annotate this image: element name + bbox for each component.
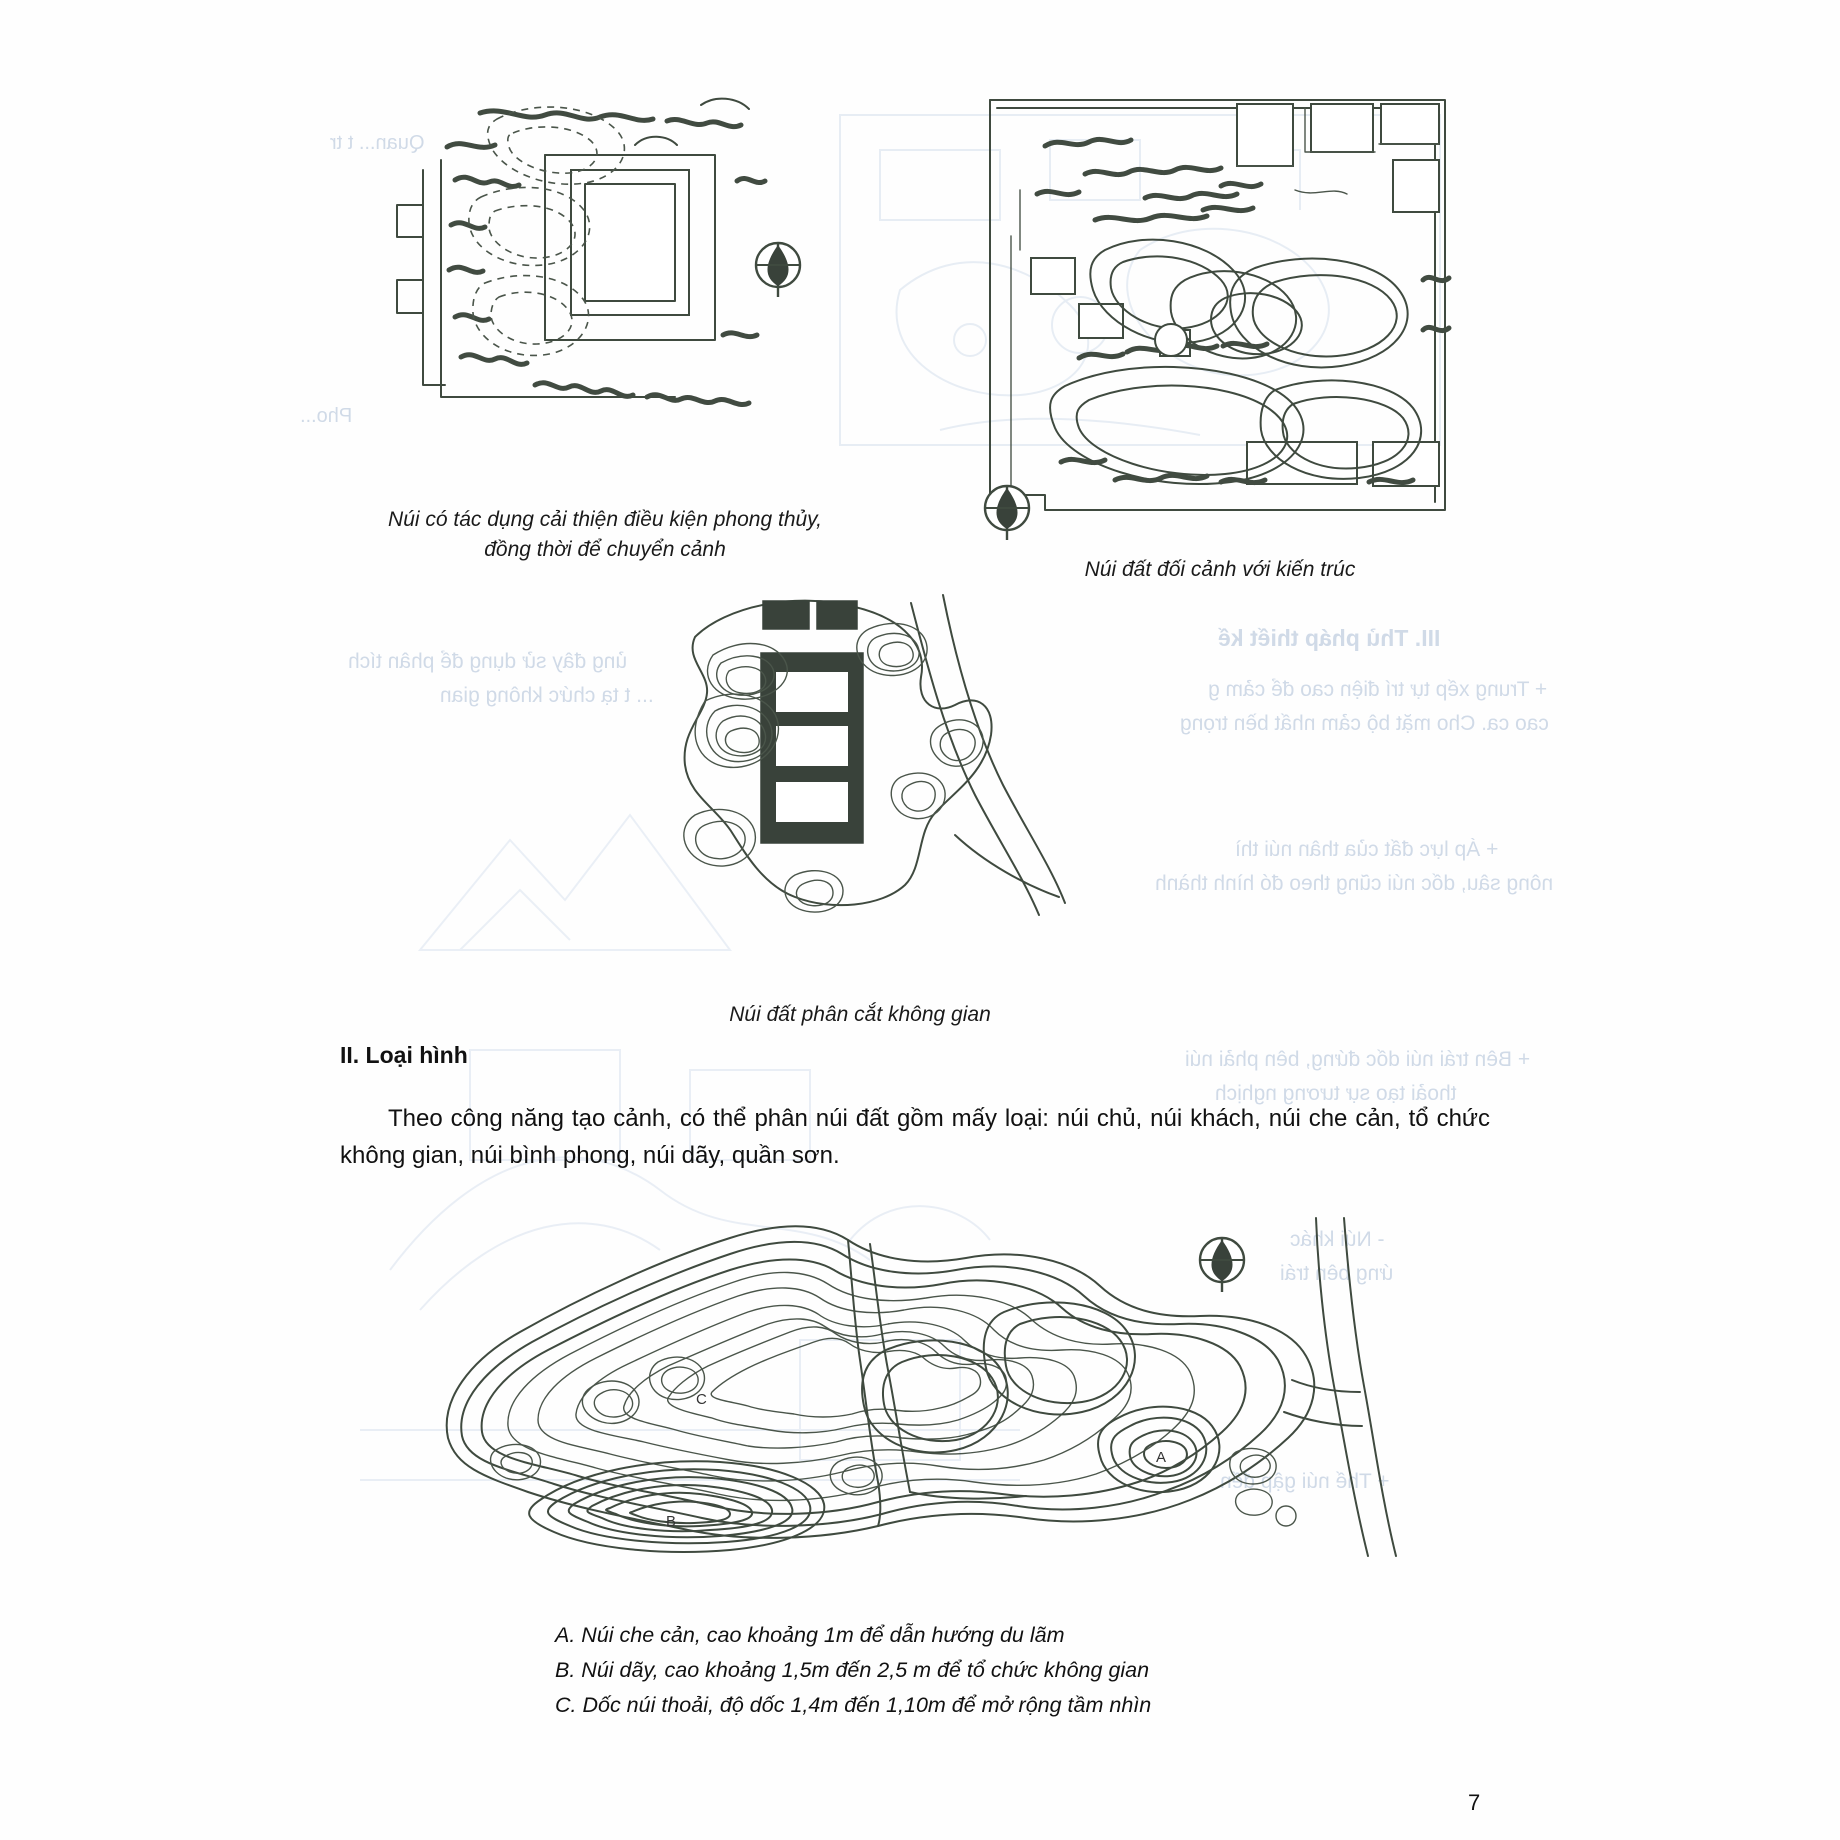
section-paragraph: Theo công năng tạo cảnh, có thể phân núi đất gồm mấy loại: núi chủ, núi khách, núi che cản, tổ chức không gian, núi bình phong, núi dãy, quần sơn. <box>340 1105 1490 1170</box>
figure-1-caption <box>300 505 910 566</box>
legend-item-c: C. Dốc núi thoải, độ dốc 1,4m đến 1,10m để mở rộng tầm nhìn <box>555 1692 1152 1717</box>
figure-3-caption <box>620 1000 1100 1030</box>
figure-mountain-architecture-plan <box>975 90 1475 550</box>
bleed-text: nông sâu, dốc núi cũng theo đó hình thành <box>1155 872 1554 895</box>
bleed-text: Pho... <box>300 405 353 427</box>
north-arrow-icon <box>985 486 1029 540</box>
caption-line: Núi đất phân cắt không gian <box>729 1003 991 1026</box>
bleed-text: + Áp lực đất của thân núi thì <box>1235 838 1499 861</box>
caption-line: đồng thời để chuyển cảnh <box>484 538 726 562</box>
bleed-text: Quan... t tr <box>330 132 425 154</box>
page-number: 7 <box>1468 1790 1481 1815</box>
bleed-text: cao ca. Cho mặt bộ cảm nhất bền trọng <box>1180 712 1549 735</box>
bleed-text: + Bên trái núi dốc đứng, bên phải núi <box>1185 1048 1531 1071</box>
legend-item-b: B. Núi dãy, cao khoảng 1,5m đến 2,5 m để tổ chức không gian <box>555 1657 1150 1682</box>
bleed-text: III. Thủ pháp thiết kế <box>1218 625 1441 651</box>
bleed-text: ... t tạ chức không gian <box>440 684 654 707</box>
bleed-text: thoải tạo sự tương nghịch <box>1215 1082 1457 1105</box>
north-arrow-icon <box>756 243 800 297</box>
caption-line: Núi có tác dụng cải thiện điều kiện phong thủy, <box>388 508 822 531</box>
figure-marker-b: B <box>666 1513 677 1530</box>
figure-marker-c: C <box>696 1391 707 1408</box>
bleed-text: + Trung xếp tự trí điện cao để cảm g <box>1208 678 1548 701</box>
bleed-text: ứng bên trái <box>1280 1262 1394 1285</box>
caption-line: Núi đất đối cảnh với kiến trúc <box>1084 558 1356 581</box>
legend-item-a: A. Núi che cản, cao khoảng 1m để dẫn hướng du lãm <box>555 1623 1065 1647</box>
figure-marker-a: A <box>1156 1449 1167 1466</box>
figure-contour-plan <box>400 1200 1410 1580</box>
bleed-text: ủng đây sử dụng để phân tích <box>348 650 628 673</box>
figure-mountain-space-division-plan <box>655 585 1075 985</box>
figure-4-legend <box>555 1618 1455 1722</box>
bleed-text: - Núi khác <box>1290 1228 1385 1251</box>
figure-2-caption <box>960 555 1480 585</box>
bleed-text: + Thế núi gập đến <box>1220 1470 1390 1493</box>
north-arrow-icon <box>1200 1238 1244 1292</box>
figure-feng-shui-mountain-plan <box>385 85 835 430</box>
section-heading: II. Loại hình <box>340 1042 468 1068</box>
